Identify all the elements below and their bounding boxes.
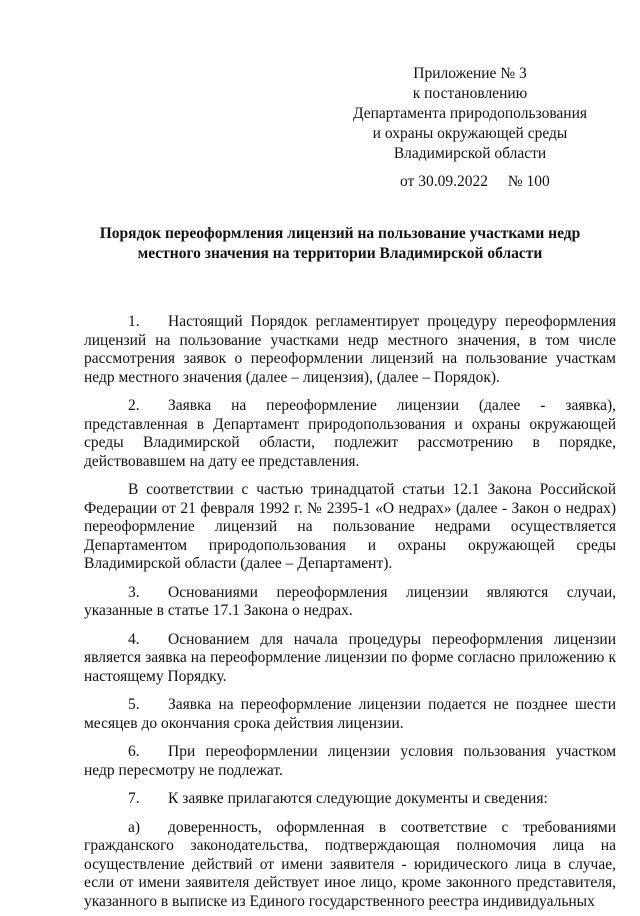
paragraph-text: Заявка на переоформление лицензии (далее - заявка), представленная в Департамент природопользования и охраны окружающей среды Владимирской области, подлежит рассмотрению в порядке, действовавшем на дату ее представления. (84, 397, 616, 470)
paragraph-text: Основаниями переоформления лицензии являются случаи, указанные в статье 17.1 Закона о недрах. (84, 583, 616, 619)
paragraph-number: 1. (128, 313, 140, 330)
header-line: Департамента природопользования (352, 105, 588, 122)
paragraph-2 (84, 397, 616, 471)
paragraph-7 (84, 790, 616, 809)
paragraph-5 (84, 696, 616, 733)
paragraph-text: В соответствии с частью тринадцатой статьи 12.1 Закона Российской Федерации от 21 февраля 1992 г. № 2395-1 «О недрах» (далее - Закон о недрах) переоформление лицензий на пользование недрами осуществляется Департаментом природопользования и охраны окружающей среды Владимирской области (далее – Департамент). (84, 481, 616, 572)
paragraph-number: 4. (128, 630, 140, 648)
header-line: Владимирской области (393, 145, 547, 162)
paragraph-text: Заявка на переоформление лицензии подается не позднее шести месяцев до окончания срока действия лицензии. (84, 696, 616, 732)
document-title (70, 224, 610, 264)
header-line: к постановлению (412, 85, 528, 102)
header-line: и охраны окружающей среды (372, 125, 568, 142)
paragraph-text: К заявке прилагаются следующие документы и сведения: (168, 790, 548, 807)
paragraph-number: 5. (128, 696, 140, 713)
paragraph-text: Настоящий Порядок регламентирует процедуру переоформления лицензий на пользование участками недр местного значения, в том числе рассмотрения заявок о переоформлении лицензий на пользование участкам недр местного значения (далее – лицензия), (далее – Порядок). (84, 313, 616, 386)
paragraph-2-continued (84, 481, 616, 574)
paragraph-number: а) (128, 818, 141, 836)
paragraph-number: 6. (128, 743, 140, 760)
paragraph-3 (84, 584, 616, 621)
paragraph-text: Основанием для начала процедуры переоформления лицензии является заявка на переоформление лицензии по форме согласно приложению к настоящему Порядку. (84, 630, 616, 685)
paragraph-number: 3. (128, 583, 140, 601)
title-line: Порядок переоформления лицензий на пользование участками недр (99, 225, 581, 242)
paragraph-1 (84, 313, 616, 387)
appendix-header (330, 64, 610, 164)
header-line: Приложение № 3 (413, 65, 527, 82)
decree-date-number (400, 173, 550, 191)
paragraph-text: При переоформлении лицензии условия пользования участком недр пересмотру не подлежат. (84, 743, 616, 779)
decree-date: от 30.09.2022 (400, 173, 488, 190)
paragraph-number: 2. (128, 397, 140, 414)
paragraph-4 (84, 631, 616, 687)
document-body (84, 313, 616, 916)
title-line: местного значения на территории Владимирской области (137, 245, 543, 262)
subparagraph-a (84, 819, 616, 912)
decree-number: № 100 (507, 173, 550, 190)
paragraph-number: 7. (128, 790, 140, 807)
paragraph-6 (84, 743, 616, 780)
paragraph-text: доверенность, оформленная в соответствие с требованиями гражданского законодательства, подтверждающая полномочия лица на осуществление действий от имени заявителя - юридического лица в случае, если от имени заявителя действует иное лицо, кроме законного представителя, указанного в выписке из Единого государственного реестра индивидуальных (84, 818, 616, 910)
